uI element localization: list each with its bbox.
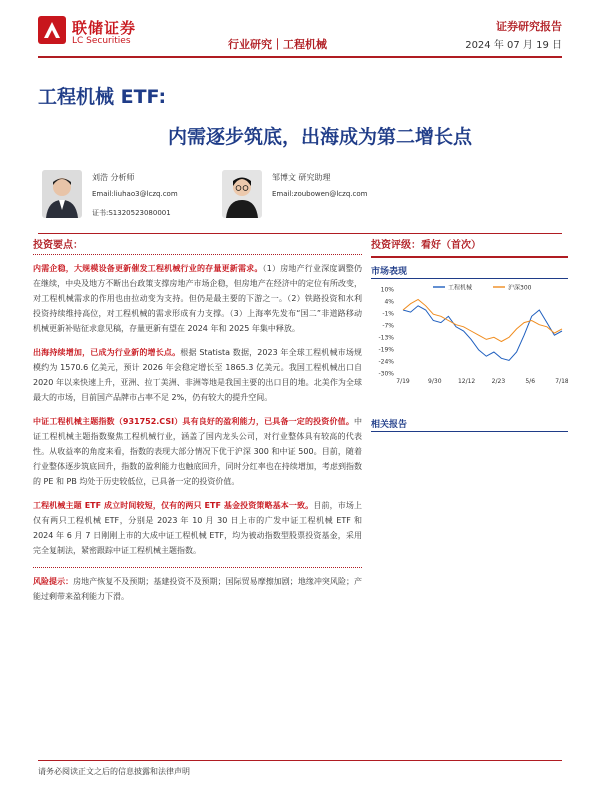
y-tick-label: -24% (378, 358, 394, 366)
industry-label: 行业研究｜工程机械 (228, 38, 327, 51)
highlight-paragraph-4 (33, 498, 362, 558)
analyst-email-1[interactable]: Email:liuhao3@lczq.com (92, 190, 178, 198)
dotted-divider (33, 567, 362, 568)
company-logo (38, 16, 158, 52)
paragraph-lead: 中证工程机械主题指数（931752.CSI）具有良好的盈利能力，已具备一定的投资价值。 (33, 417, 354, 426)
report-date: 2024 年 07 月 19 日 (465, 40, 562, 51)
risk-lead: 风险提示： (33, 577, 74, 586)
logo-chinese-name: 联储证券 (72, 19, 137, 37)
x-tick-label: 7/18 (555, 378, 568, 385)
x-tick-label: 5/6 (525, 378, 536, 385)
y-tick-label: 10% (380, 286, 394, 294)
x-tick-label: 2/23 (491, 378, 506, 385)
paragraph-body: （1）房地产行业深度调整仍在继续，中央及地方不断出台政策支撑房地产市场企稳，但房地产在经济中的定位有所改变，对工程机械需求的作用也由拉动变为支持。但仍是最主要的下游之一。（2）铁路投资和水利投资持续维持高位，对工程机械的需求形成有力支撑。（3）上海率先发布“国二”非道路移动机械更新补贴征求意见稿，存量更新有望在 2024 年和 2025 年集中释放。 (33, 264, 362, 333)
logo-mark-icon (38, 16, 66, 44)
series-line-engineering-machinery (403, 306, 562, 361)
investment-highlights (33, 237, 362, 613)
footer-divider (38, 760, 562, 761)
market-heading: 市场表现 (371, 267, 408, 277)
report-type-label: 证券研究报告 (496, 20, 562, 33)
analyst-photo-2 (222, 170, 262, 218)
x-tick-label: 7/19 (396, 378, 410, 385)
series-line-csi300 (403, 300, 562, 342)
paragraph-body: 根据 Statista 数据，2023 年全球工程机械市场规模约为 1570.6 亿美元，预计 2026 年会稳定增长至 1865.3 亿美元。我国工程机械出口自 2020 年以来快速上升，亚洲、拉丁美洲、非洲等地是我国主要的出口目的地。北美作为全球最大的市场，目前国产品牌市占率不足 2%，仍有较大的提升空间。 (33, 348, 363, 402)
related-heading: 相关报告 (371, 420, 408, 430)
paragraph-lead: 工程机械主题 ETF 成立时间较短，仅有的两只 ETF 基金投资策略基本一致。 (33, 501, 314, 510)
analyst-photo-1 (42, 170, 82, 218)
y-tick-label: -1% (382, 310, 394, 318)
related-divider (371, 431, 568, 432)
paragraph-body: 目前，市场上仅有两只工程机械 ETF，分别是 2023 年 10 月 30 日上市的广发中证工程机械 ETF 和 2024 年 6 月 7 日刚刚上市的大成中证工程机械 ETF，均为被动指数型股票投资基金，采用完全复制法，紧密跟踪中证工程机械主题指数。 (33, 501, 362, 555)
legend-label: 沪深300 (508, 284, 532, 292)
header-divider (38, 56, 562, 58)
y-tick-label: -30% (378, 370, 394, 378)
y-tick-label: 4% (384, 298, 394, 306)
analyst-cert-1: 证书:S1320523080001 (92, 209, 171, 217)
market-divider (371, 278, 568, 279)
analyst-name-1: 刘浩 分析师 (92, 173, 135, 182)
sidebar (371, 237, 568, 434)
footer-disclaimer: 请务必阅读正文之后的信息披露和法律声明 (38, 767, 190, 776)
paragraph-lead: 内需企稳，大规模设备更新催发工程机械行业的存量更新需求。 (33, 264, 263, 273)
person-icon (222, 170, 262, 218)
rating-divider (371, 256, 568, 258)
risk-body: 房地产恢复不及预期；基建投资不及预期；国际贸易摩擦加剧；地缘冲突风险；产能过剩带来盈利能力下滑。 (33, 577, 362, 601)
x-tick-label: 9/30 (428, 378, 442, 385)
analyst-card-1 (42, 170, 222, 226)
report-title-line2: 内需逐步筑底，出海成为第二增长点 (167, 126, 472, 148)
market-chart-svg (371, 281, 568, 391)
person-icon (42, 170, 82, 218)
y-tick-label: -13% (378, 334, 394, 342)
risk-warning (33, 574, 362, 604)
paragraph-lead: 出海持续增加，已成为行业新的增长点。 (33, 348, 181, 357)
analyst-email-2[interactable]: Email:zoubowen@lczq.com (272, 190, 368, 198)
highlight-paragraph-2 (33, 345, 362, 405)
legend-label: 工程机械 (448, 284, 473, 292)
paragraph-body: 中证工程机械主题指数聚焦工程机械行业，涵盖了国内龙头公司，对行业整体具有较高的代表性。从收益率的角度来看，指数的表现大部分情况下优于沪深 300 和中证 500。目前，随着行业整体逐步筑底回升，指数的盈利能力也触底回升，同时分红率也在持续增加，考虑到指数的 PE 和 PB 均处于历史较低位，已具备一定的投资价值。 (33, 417, 362, 486)
section-divider (38, 233, 562, 234)
highlight-paragraph-3 (33, 414, 362, 489)
dotted-divider (33, 254, 362, 255)
analyst-card-2 (222, 170, 402, 226)
report-title-line1: 工程机械 ETF: (38, 86, 167, 108)
analyst-name-2: 邹博文 研究助理 (272, 173, 331, 182)
investment-heading: 投资要点： (33, 240, 83, 251)
investment-rating: 投资评级：看好（首次） (371, 240, 481, 251)
highlight-paragraph-1 (33, 261, 362, 336)
x-tick-label: 12/12 (457, 378, 476, 385)
y-tick-label: -7% (382, 322, 394, 330)
y-tick-label: -19% (378, 346, 394, 354)
page-header (0, 0, 600, 62)
logo-english-name: LC Securities (72, 36, 131, 46)
market-performance-chart (371, 281, 568, 391)
